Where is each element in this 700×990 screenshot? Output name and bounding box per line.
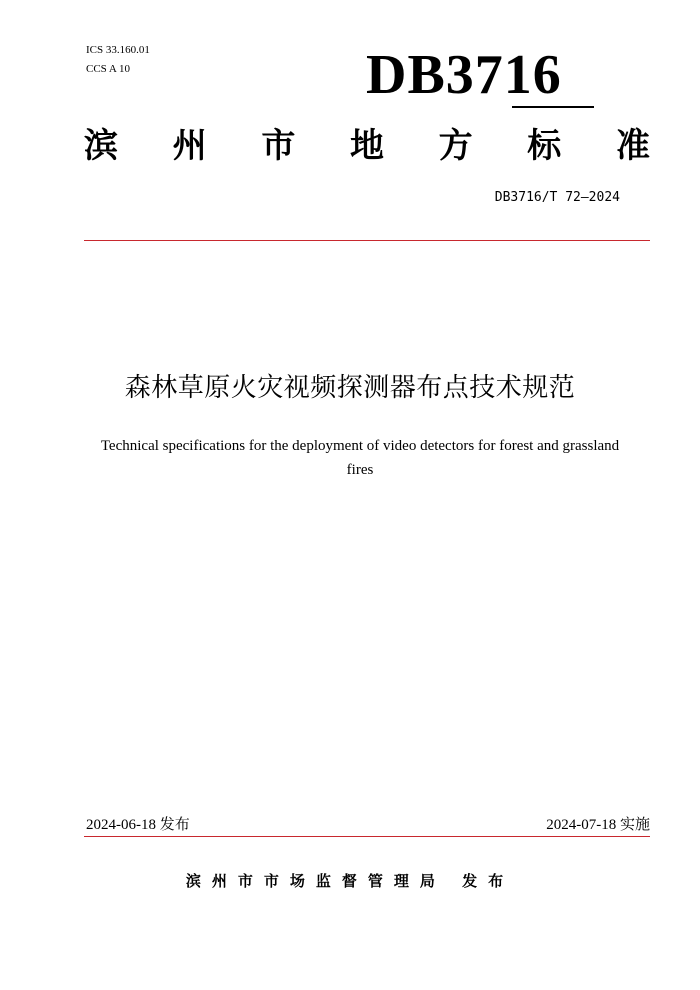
footer-divider xyxy=(84,836,650,837)
ics-code: ICS 33.160.01 xyxy=(86,44,150,56)
authority-char: 州 xyxy=(172,126,207,166)
authority-char: 地 xyxy=(349,126,384,166)
standard-code-underline xyxy=(512,106,594,108)
document-number: DB3716/T 72—2024 xyxy=(494,190,620,205)
implementation-date: 2024-07-18 实施 xyxy=(546,817,650,833)
ccs-code: CCS A 10 xyxy=(86,63,131,75)
title-chinese: 森林草原火灾视频探测器布点技术规范 xyxy=(124,373,576,403)
issuing-authority-title xyxy=(84,124,650,168)
issue-date: 2024-06-18 发布 xyxy=(86,817,190,833)
header-divider xyxy=(84,240,650,241)
title-english: Technical specifications for the deployment of video detectors for forest and grassland fires xyxy=(100,438,620,478)
authority-char: 准 xyxy=(615,126,650,166)
authority-char: 标 xyxy=(527,126,562,166)
authority-char: 方 xyxy=(438,126,473,166)
authority-char: 市 xyxy=(261,126,296,166)
issuer-line: 滨州市市场监督管理局 发布 xyxy=(185,872,515,890)
authority-char: 滨 xyxy=(84,126,118,166)
standard-code-mark: DB3716 xyxy=(366,44,562,106)
